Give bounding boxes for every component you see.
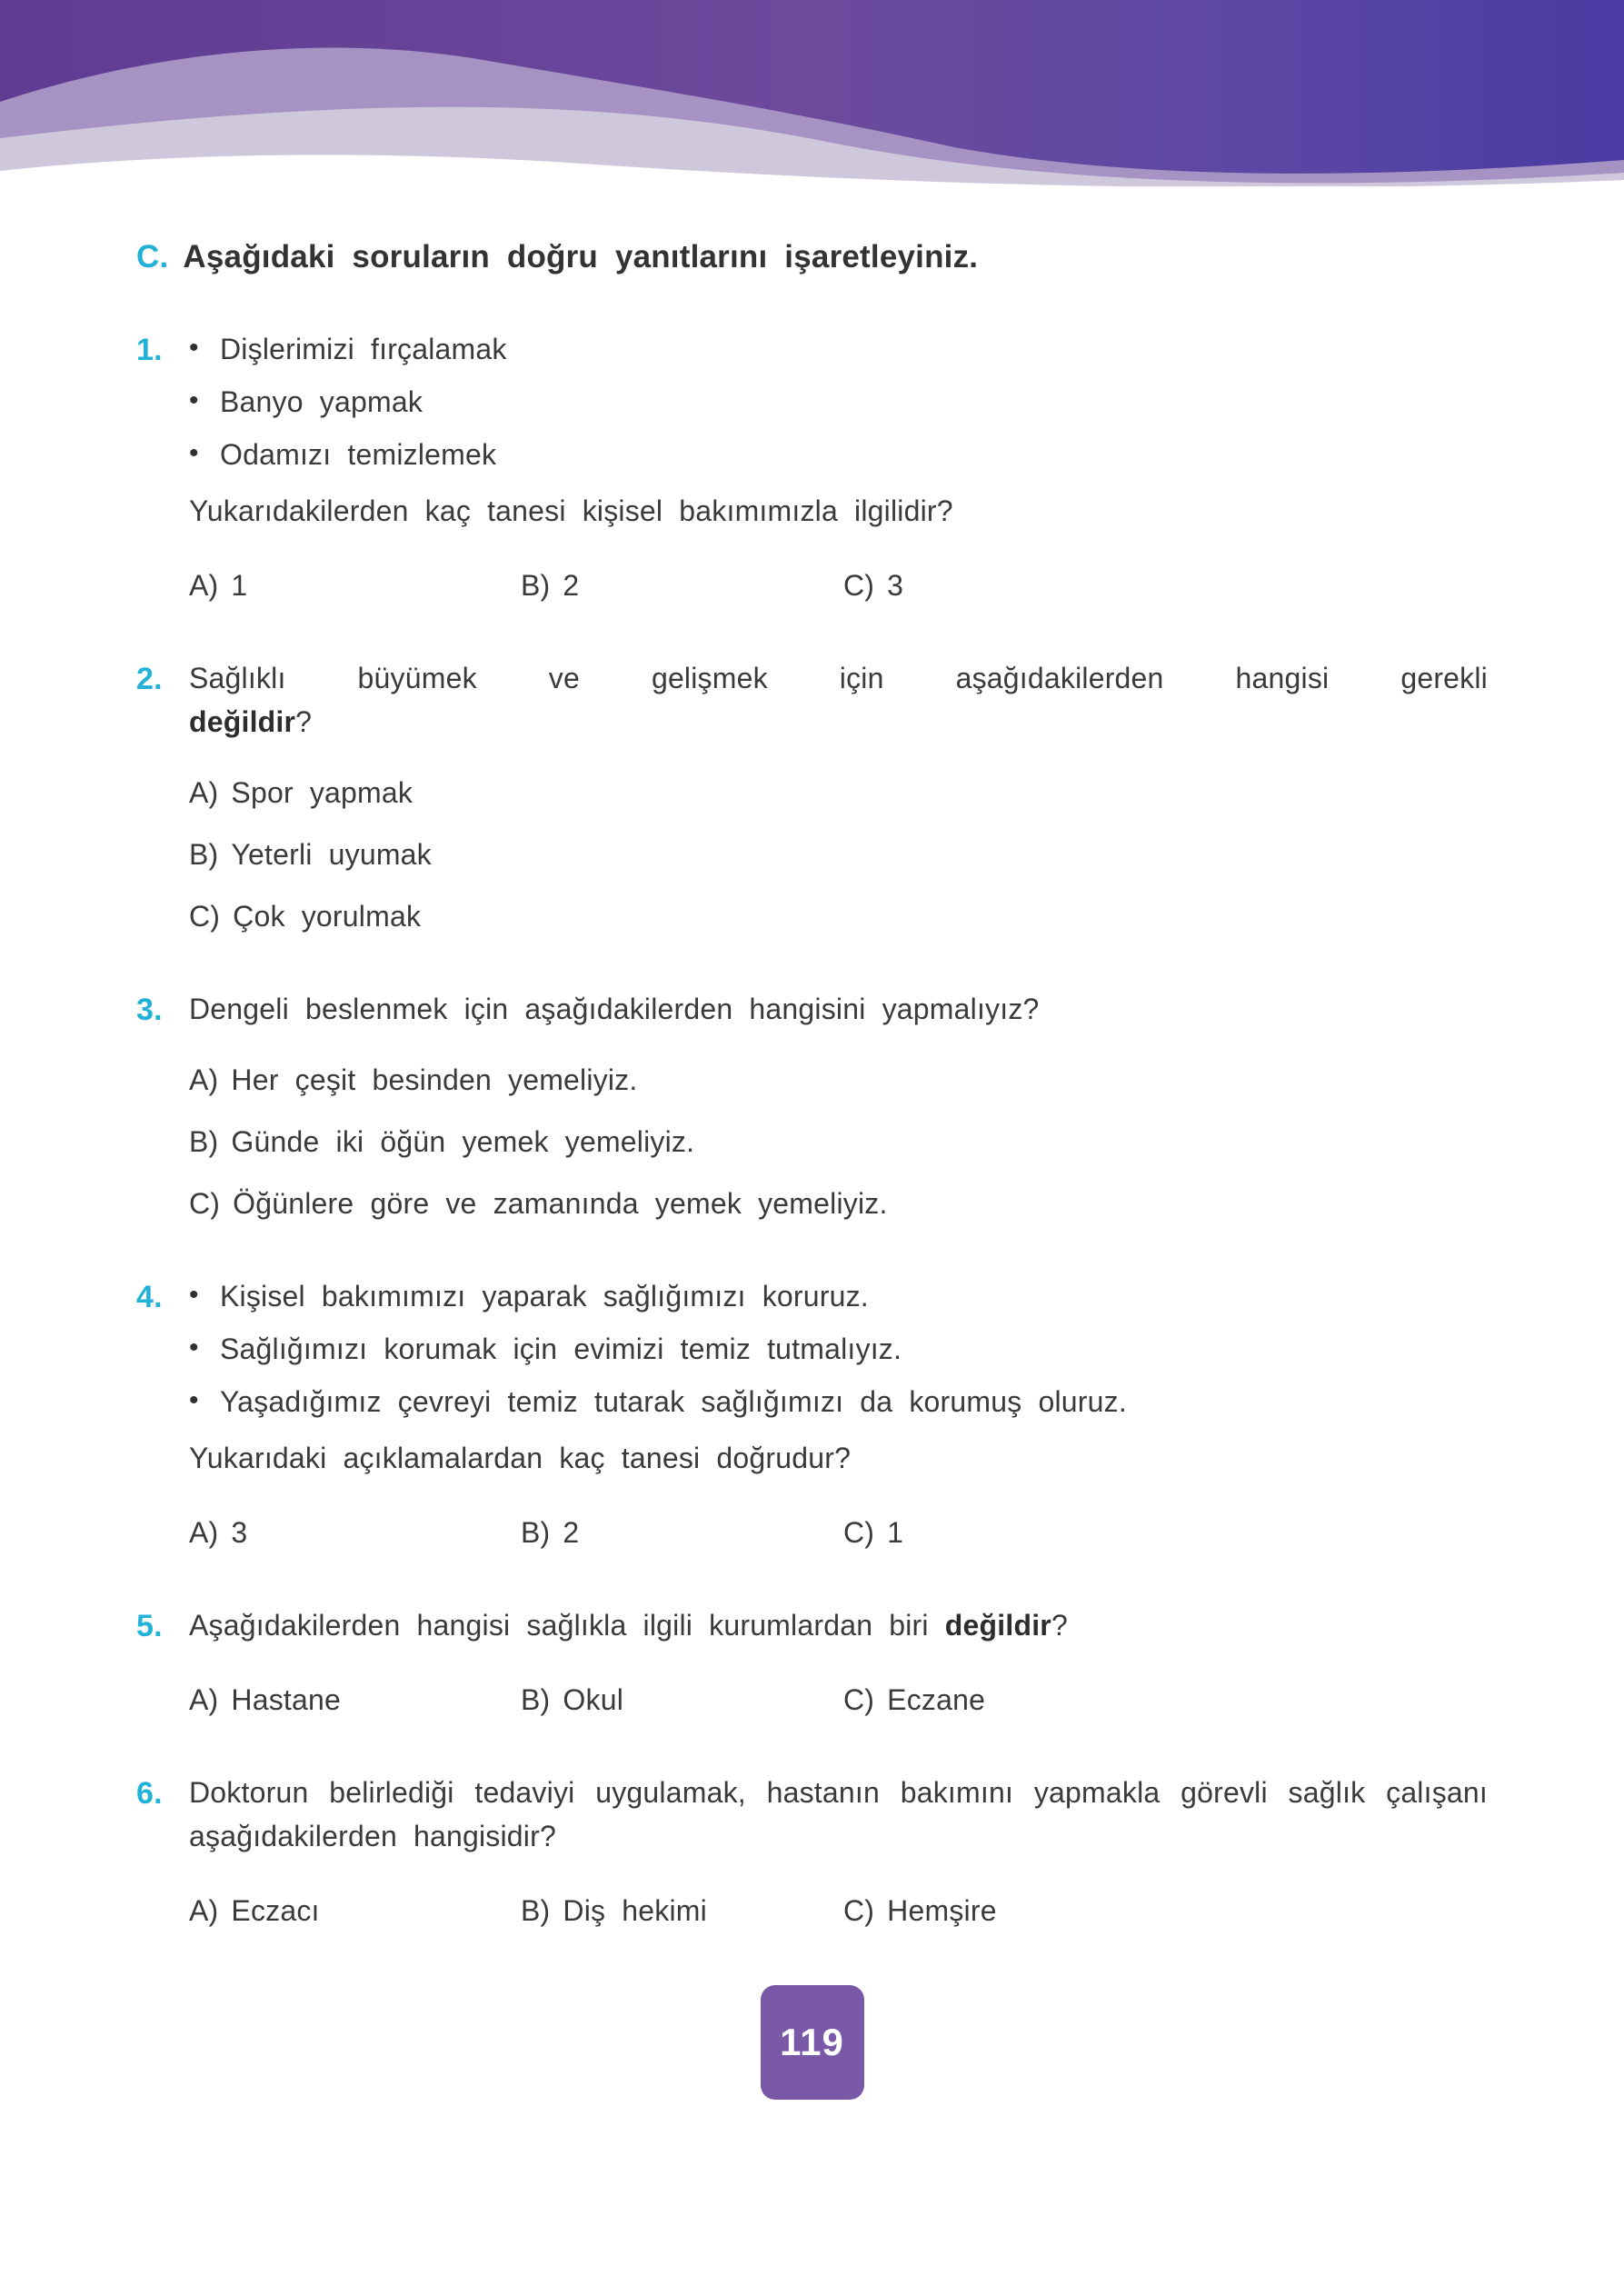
option-text: 3 bbox=[887, 568, 904, 602]
question-1 bbox=[136, 327, 1488, 607]
section-heading bbox=[136, 234, 1488, 282]
bullet-text: Sağlığımızı korumak için evimizi temiz tutmalıyız. bbox=[220, 1332, 902, 1365]
question-number: 2. bbox=[136, 661, 163, 696]
option-text: Çok yorulmak bbox=[233, 899, 422, 933]
option-text: 1 bbox=[887, 1515, 904, 1549]
options-list bbox=[189, 1058, 1488, 1225]
option-text: 2 bbox=[563, 1515, 580, 1549]
header-wave-decoration bbox=[0, 0, 1624, 186]
option-label: A) bbox=[189, 775, 219, 809]
option-b bbox=[189, 1120, 1488, 1163]
option-text: Eczane bbox=[887, 1682, 986, 1716]
section-title: Aşağıdaki soruların doğru yanıtlarını işaretleyiniz. bbox=[183, 239, 979, 275]
option-text: Spor yapmak bbox=[231, 775, 413, 809]
option-label: C) bbox=[843, 1682, 875, 1716]
page-number-badge bbox=[761, 1985, 864, 2100]
question-stem bbox=[189, 656, 1488, 744]
question-stem: Yukarıdakilerden kaç tanesi kişisel bakımımızla ilgilidir? bbox=[189, 494, 953, 527]
bullet-text: Banyo yapmak bbox=[220, 384, 423, 418]
stem-tail: ? bbox=[295, 704, 313, 738]
stem-tail: ? bbox=[1051, 1608, 1068, 1642]
question-stem: Doktorun belirlediği tedaviyi uygulamak, hastanın bakımını yapmakla görevli sağlık çalışanı aşağıdakilerden hangisidir? bbox=[189, 1775, 1488, 1852]
option-text: Her çeşit besinden yemeliyiz. bbox=[231, 1063, 638, 1096]
question-5 bbox=[136, 1603, 1488, 1722]
option-b bbox=[521, 564, 843, 607]
stem-bold-line bbox=[189, 700, 1488, 744]
bullet-text: Yaşadığımız çevreyi temiz tutarak sağlığımızı da korumuş oluruz. bbox=[220, 1384, 1127, 1418]
option-b bbox=[521, 1678, 843, 1722]
option-label: A) bbox=[189, 1063, 219, 1096]
question-stem: Yukarıdaki açıklamalardan kaç tanesi doğrudur? bbox=[189, 1441, 852, 1474]
option-label: A) bbox=[189, 1682, 219, 1716]
option-label: C) bbox=[843, 568, 875, 602]
option-b bbox=[521, 1889, 843, 1932]
option-label: A) bbox=[189, 1515, 219, 1549]
option-label: B) bbox=[189, 1124, 219, 1158]
option-text: 3 bbox=[231, 1515, 248, 1549]
option-c bbox=[189, 1182, 1488, 1225]
question-number: 3. bbox=[136, 992, 163, 1027]
section-letter: C. bbox=[136, 239, 169, 275]
option-text: Günde iki öğün yemek yemeliyiz. bbox=[231, 1124, 695, 1158]
page-number: 119 bbox=[780, 2021, 844, 2063]
option-label: C) bbox=[189, 1186, 221, 1220]
options-row bbox=[189, 1511, 1488, 1554]
options-row bbox=[189, 1678, 1488, 1722]
option-label: B) bbox=[521, 1893, 551, 1927]
option-b bbox=[521, 1511, 843, 1554]
worksheet-content bbox=[0, 186, 1624, 2100]
question-3 bbox=[136, 987, 1488, 1225]
option-c bbox=[189, 894, 1488, 938]
option-label: B) bbox=[521, 568, 551, 602]
bullet-icon: • bbox=[189, 332, 199, 363]
option-c bbox=[843, 1889, 1488, 1932]
bullet-item bbox=[189, 327, 1488, 371]
question-6 bbox=[136, 1771, 1488, 1932]
options-list bbox=[189, 771, 1488, 938]
bullet-text: Odamızı temizlemek bbox=[220, 437, 497, 471]
option-label: C) bbox=[189, 899, 221, 933]
question-stem: Dengeli beslenmek için aşağıdakilerden hangisini yapmalıyız? bbox=[189, 992, 1040, 1025]
option-a bbox=[189, 1678, 521, 1722]
bullet-icon: • bbox=[189, 437, 199, 468]
option-c bbox=[843, 1511, 1488, 1554]
stem-bold: değildir bbox=[944, 1608, 1051, 1642]
bullet-icon: • bbox=[189, 384, 199, 415]
bullet-item bbox=[189, 1327, 1488, 1371]
bullet-item bbox=[189, 1274, 1488, 1318]
bullet-text: Dişlerimizi fırçalamak bbox=[220, 332, 507, 365]
option-a bbox=[189, 1058, 1488, 1102]
wave-graphic bbox=[0, 0, 1624, 186]
stem-text: Aşağıdakilerden hangisi sağlıkla ilgili kurumlardan biri bbox=[189, 1608, 929, 1642]
stem-bold: değildir bbox=[189, 704, 296, 738]
option-text: Okul bbox=[563, 1682, 624, 1716]
option-c bbox=[843, 564, 1488, 607]
option-text: Eczacı bbox=[231, 1893, 320, 1927]
option-text: Hastane bbox=[231, 1682, 341, 1716]
option-label: A) bbox=[189, 1893, 219, 1927]
bullet-icon: • bbox=[189, 1279, 199, 1310]
option-text: Hemşire bbox=[887, 1893, 997, 1927]
question-number: 1. bbox=[136, 332, 163, 367]
option-label: C) bbox=[843, 1515, 875, 1549]
stem-text: Sağlıklı büyümek ve gelişmek için aşağıdakilerden hangisi gerekli bbox=[189, 661, 1488, 694]
question-2 bbox=[136, 656, 1488, 938]
option-text: Öğünlere göre ve zamanında yemek yemeliyiz. bbox=[233, 1186, 888, 1220]
option-a bbox=[189, 564, 521, 607]
options-row bbox=[189, 1889, 1488, 1932]
bullet-item bbox=[189, 1380, 1488, 1423]
question-number: 4. bbox=[136, 1279, 163, 1314]
option-text: Yeterli uyumak bbox=[231, 837, 432, 871]
question-4 bbox=[136, 1274, 1488, 1554]
option-text: Diş hekimi bbox=[563, 1893, 707, 1927]
option-c bbox=[843, 1678, 1488, 1722]
question-stem bbox=[189, 1603, 1488, 1647]
bullet-icon: • bbox=[189, 1384, 199, 1415]
option-text: 2 bbox=[563, 568, 580, 602]
bullet-text: Kişisel bakımımızı yaparak sağlığımızı koruruz. bbox=[220, 1279, 869, 1313]
option-a bbox=[189, 1511, 521, 1554]
option-a bbox=[189, 1889, 521, 1932]
bullet-item bbox=[189, 380, 1488, 424]
option-b bbox=[189, 833, 1488, 876]
option-label: A) bbox=[189, 568, 219, 602]
bullet-item bbox=[189, 433, 1488, 476]
option-label: C) bbox=[843, 1893, 875, 1927]
options-row bbox=[189, 564, 1488, 607]
bullet-icon: • bbox=[189, 1332, 199, 1363]
option-label: B) bbox=[521, 1515, 551, 1549]
option-label: B) bbox=[189, 837, 219, 871]
option-a bbox=[189, 771, 1488, 814]
question-number: 5. bbox=[136, 1608, 163, 1643]
question-number: 6. bbox=[136, 1775, 163, 1811]
option-label: B) bbox=[521, 1682, 551, 1716]
option-text: 1 bbox=[231, 568, 248, 602]
